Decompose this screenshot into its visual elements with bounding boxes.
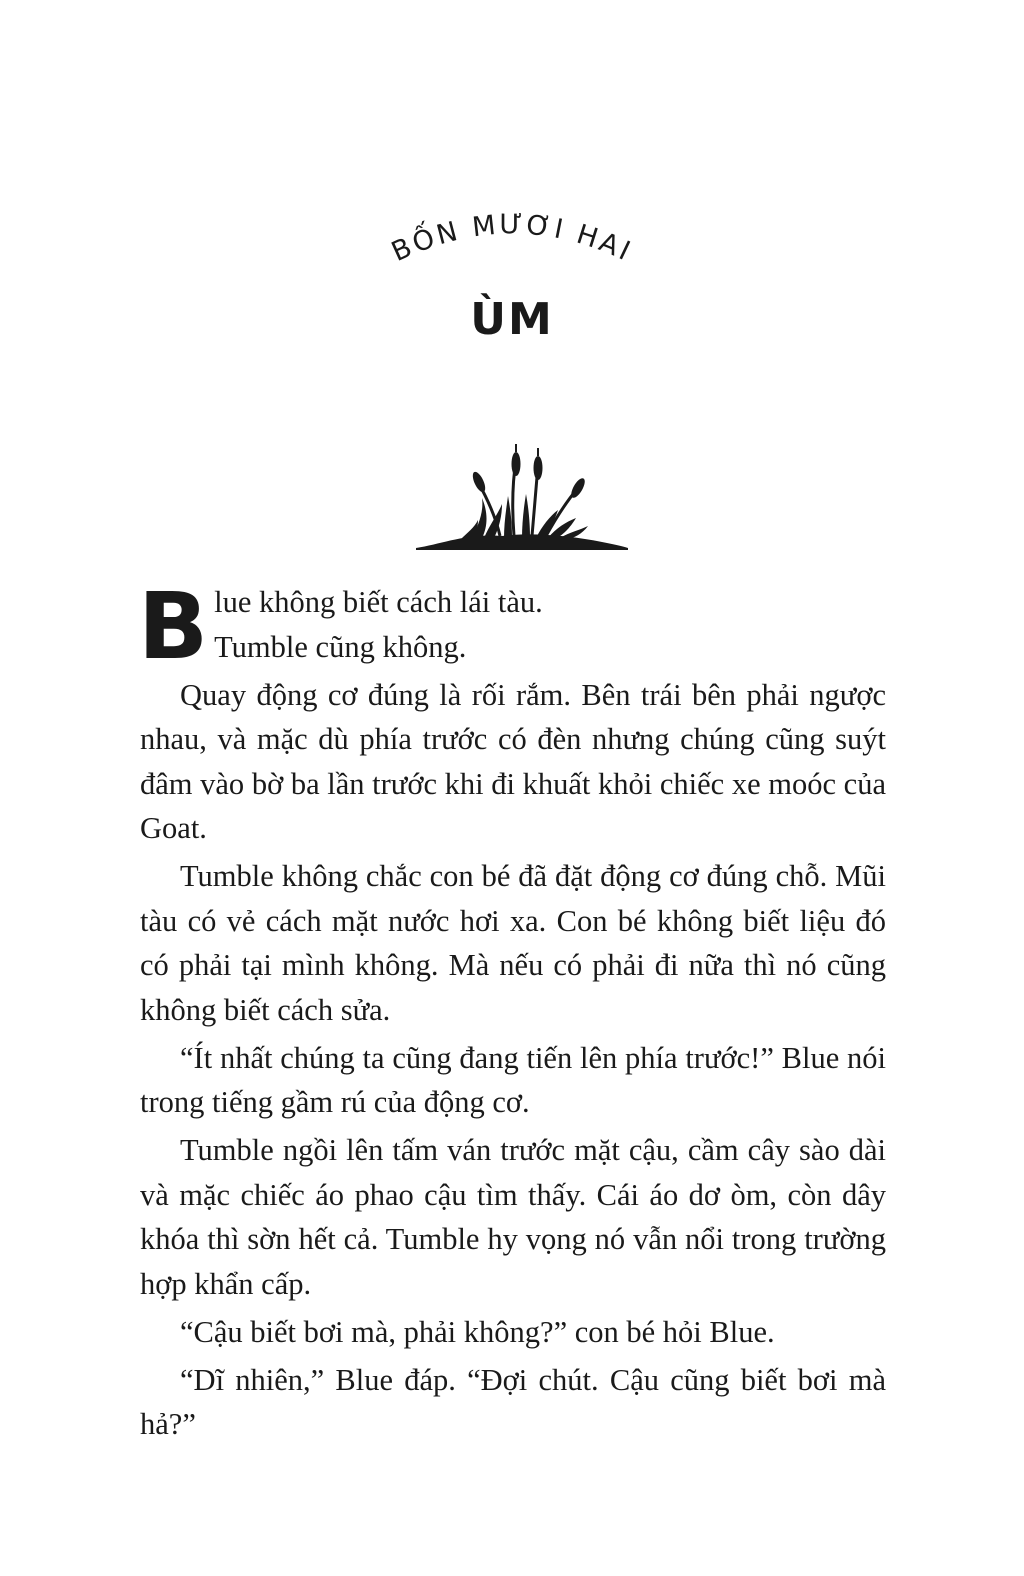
paragraph: Tumble không chắc con bé đã đặt động cơ đúng chỗ. Mũi tàu có vẻ cách mặt nước hơi xa. Con bé không biết liệu đó có phải tại mình không. Mà nếu có phải đi nữa thì nó cũng không biết cách sửa. bbox=[140, 859, 886, 1027]
opening-paragraph bbox=[138, 573, 886, 680]
paragraph: “Dĩ nhiên,” Blue đáp. “Đợi chút. Cậu cũng biết bơi mà hả?” bbox=[140, 1362, 886, 1441]
opening-line-2: Tumble cũng không. bbox=[214, 629, 467, 664]
cattail-reeds-icon bbox=[412, 440, 632, 555]
paragraph: “Ít nhất chúng ta cũng đang tiến lên phía trước!” Blue nói trong tiếng gầm rú của động cơ. bbox=[140, 1040, 886, 1119]
chapter-number-label: BỐN MƯƠI HAI bbox=[387, 209, 638, 269]
chapter-body bbox=[138, 573, 886, 1450]
chapter-number bbox=[0, 200, 1024, 290]
opening-line: lue không biết cách lái tàu. bbox=[214, 585, 543, 619]
paragraph: Tumble ngồi lên tấm ván trước mặt cậu, cầm cây sào dài và mặc chiếc áo phao cậu tìm thấy. Cái áo dơ òm, còn dây khóa thì sờn hết cả. Tumble hy vọng nó vẫn nổi trong trường hợp khẩn cấp. bbox=[140, 1133, 886, 1301]
drop-cap: B bbox=[138, 573, 209, 680]
paragraph: “Cậu biết bơi mà, phải không?” con bé hỏi Blue. bbox=[180, 1314, 775, 1349]
paragraph: Quay động cơ đúng là rối rắm. Bên trái bên phải ngược nhau, và mặc dù phía trước có đèn nhưng chúng cũng suýt đâm vào bờ ba lần trước khi đi khuất khỏi chiếc xe moóc của Goat. bbox=[140, 677, 886, 845]
chapter-title: ÙM bbox=[470, 294, 554, 345]
